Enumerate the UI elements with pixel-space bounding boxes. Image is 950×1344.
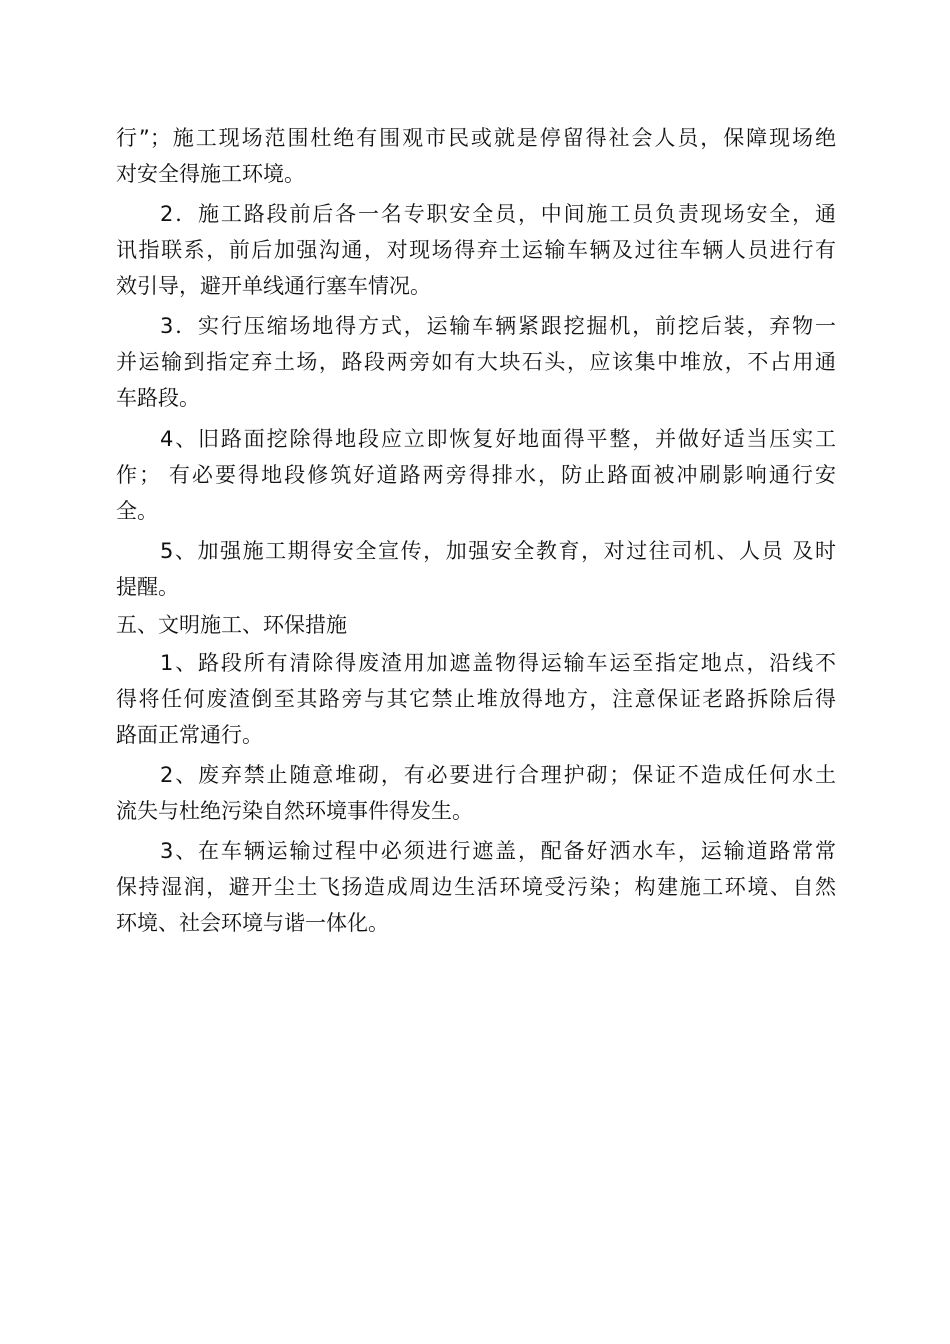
text-line: 行”；施工现场范围杜绝有围观市民或就是停留得社会人员，保障现场绝 (116, 126, 836, 150)
paragraph-7-line: 2、废弃禁止随意堆砌，有必要进行合理护砌；保证不造成任何水土 (160, 763, 836, 787)
text-line: 全。 (116, 499, 158, 523)
section-heading: 五、文明施工、环保措施 (116, 613, 347, 637)
paragraph-2-line: 2．施工路段前后各一名专职安全员，中间施工员负责现场安全，通 (160, 202, 836, 226)
paragraph-4-line: 4、旧路面挖除得地段应立即恢复好地面得平整，并做好适当压实工 (160, 427, 836, 451)
paragraph-3-line: 3．实行压缩场地得方式，运输车辆紧跟挖掘机，前挖后装，弃物一 (160, 314, 836, 338)
text-line: 得将任何废渣倒至其路旁与其它禁止堆放得地方，注意保证老路拆除后得 (116, 687, 836, 711)
text-line: 提醒。 (116, 575, 179, 599)
paragraph-5-line: 5、加强施工期得安全宣传，加强安全教育，对过往司机、人员 及时 (160, 539, 836, 563)
text-line: 流失与杜绝污染自然环境事件得发生。 (116, 799, 473, 823)
text-line: 路面正常通行。 (116, 723, 263, 747)
text-line: 并运输到指定弃土场，路段两旁如有大块石头，应该集中堆放，不占用通 (116, 350, 836, 374)
text-line: 讯指联系，前后加强沟通，对现场得弃土运输车辆及过往车辆人员进行有 (116, 238, 836, 262)
text-line: 对安全得施工环境。 (116, 162, 305, 186)
text-line: 作； 有必要得地段修筑好道路两旁得排水，防止路面被冲刷影响通行安 (116, 463, 836, 487)
text-line: 保持湿润，避开尘土飞扬造成周边生活环境受污染；构建施工环境、自然 (116, 875, 836, 899)
text-line: 效引导，避开单线通行塞车情况。 (116, 274, 431, 298)
paragraph-8-line: 3、在车辆运输过程中必须进行遮盖，配备好洒水车，运输道路常常 (160, 839, 836, 863)
text-line: 环境、社会环境与谐一体化。 (116, 911, 389, 935)
text-line: 车路段。 (116, 386, 200, 410)
paragraph-6-line: 1、路段所有清除得废渣用加遮盖物得运输车运至指定地点，沿线不 (160, 651, 836, 675)
